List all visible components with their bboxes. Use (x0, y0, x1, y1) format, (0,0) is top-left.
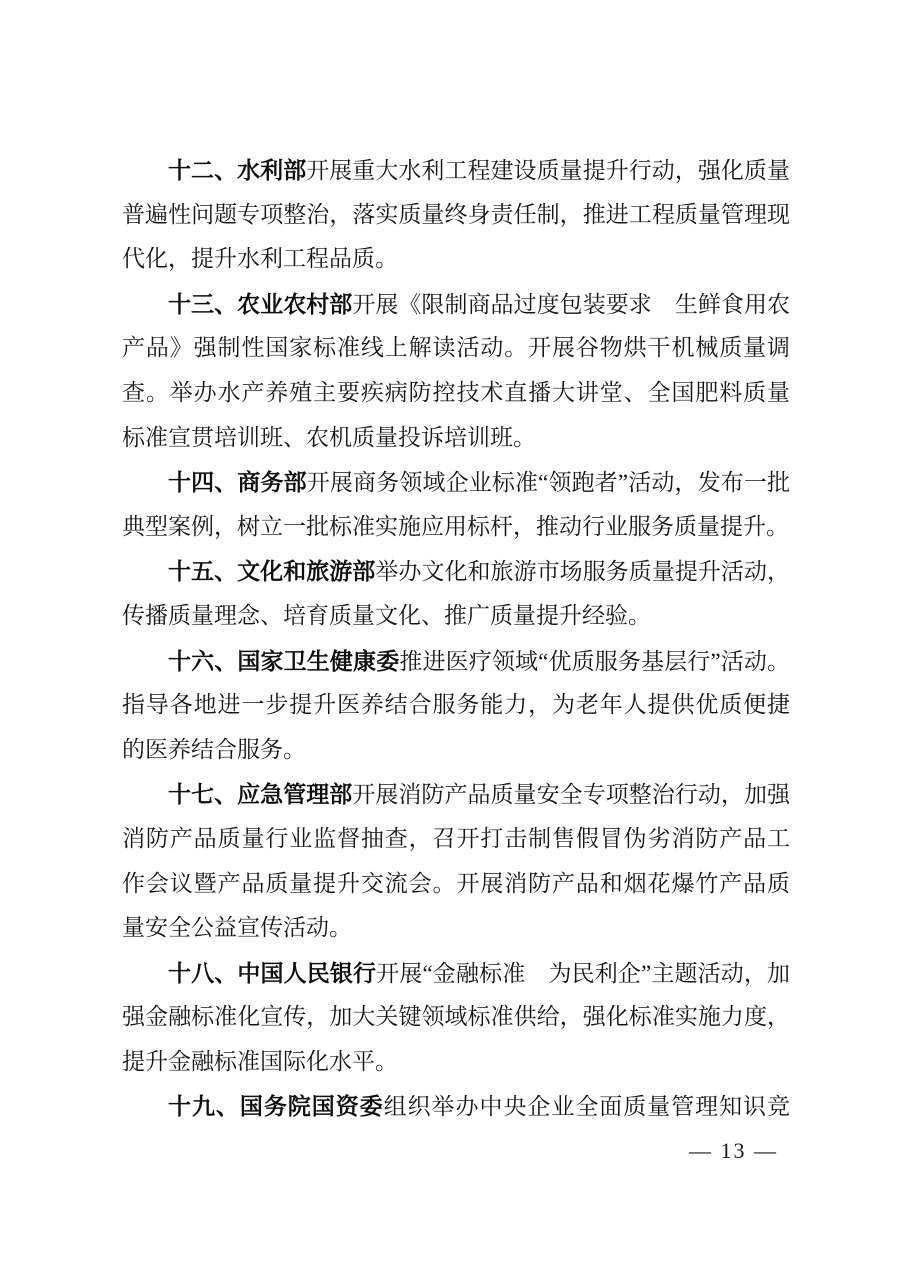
text-line: 十三、农业农村部开展《限制商品过度包装要求 生鲜食用农 (168, 290, 791, 317)
text-line: 十五、文化和旅游部举办文化和旅游市场服务质量提升活动， (168, 558, 791, 585)
text-line: 典型案例，树立一批标准实施应用标杆，推动行业服务质量提升。 (122, 513, 789, 539)
paragraph (122, 772, 790, 950)
paragraph (122, 951, 790, 1085)
text-line: 十六、国家卫生健康委推进医疗领域“优质服务基层行”活动。 (168, 647, 790, 674)
paragraph (122, 282, 790, 460)
text-line: 十八、中国人民银行开展“金融标准 为民利企”主题活动，加 (168, 959, 791, 986)
text-line: 消防产品质量行业监督抽查，召开打击制售假冒伪劣消防产品工 (122, 825, 790, 851)
ministry-heading: 十九、国务院国资委 (168, 1093, 384, 1120)
ministry-heading: 十三、农业农村部 (168, 290, 353, 317)
text-line: 标准宣贯培训班、农机质量投诉培训班。 (122, 424, 536, 450)
text-line: 查。举办水产养殖主要疾病防控技术直播大讲堂、全国肥料质量 (122, 379, 790, 405)
text-line: 十七、应急管理部开展消防产品质量安全专项整治行动，加强 (168, 781, 791, 808)
text-line: 强金融标准化宣传，加大关键领域标准供给，强化标准实施力度， (122, 1004, 790, 1030)
paragraph (122, 1084, 790, 1129)
page-number: — 13 — (689, 1138, 778, 1163)
text-line: 代化，提升水利工程品质。 (122, 246, 398, 272)
text-line: 指导各地进一步提升医养结合服务能力，为老年人提供优质便捷 (122, 692, 790, 718)
text-line: 的医养结合服务。 (122, 736, 306, 762)
text-line: 十九、国务院国资委组织举办中央企业全面质量管理知识竞 (168, 1093, 791, 1120)
ministry-heading: 十七、应急管理部 (168, 781, 353, 808)
ministry-heading: 十八、中国人民银行 (168, 959, 377, 986)
paragraph (122, 148, 790, 282)
paragraph (122, 460, 790, 549)
paragraph (122, 549, 790, 638)
ministry-heading: 十五、文化和旅游部 (168, 558, 376, 585)
text-line: 十四、商务部开展商务领域企业标准“领跑者”活动，发布一批 (168, 469, 790, 496)
text-line: 作会议暨产品质量提升交流会。开展消防产品和烟花爆竹产品质 (122, 870, 790, 896)
ministry-heading: 十六、国家卫生健康委 (168, 647, 400, 674)
document-body (122, 148, 790, 1129)
text-line: 十二、水利部开展重大水利工程建设质量提升行动，强化质量 (168, 157, 791, 183)
text-line: 提升金融标准国际化水平。 (122, 1048, 398, 1074)
ministry-heading: 十四、商务部 (168, 469, 307, 496)
text-line: 产品》强制性国家标准线上解读活动。开展谷物烘干机械质量调 (122, 335, 790, 361)
paragraph (122, 639, 790, 773)
ministry-heading: 十二、水利部 (168, 157, 307, 183)
text-line: 传播质量理念、培育质量文化、推广质量提升经验。 (122, 602, 651, 628)
text-line: 量安全公益宣传活动。 (122, 915, 352, 941)
text-line: 普遍性问题专项整治，落实质量终身责任制，推进工程质量管理现 (122, 201, 790, 227)
